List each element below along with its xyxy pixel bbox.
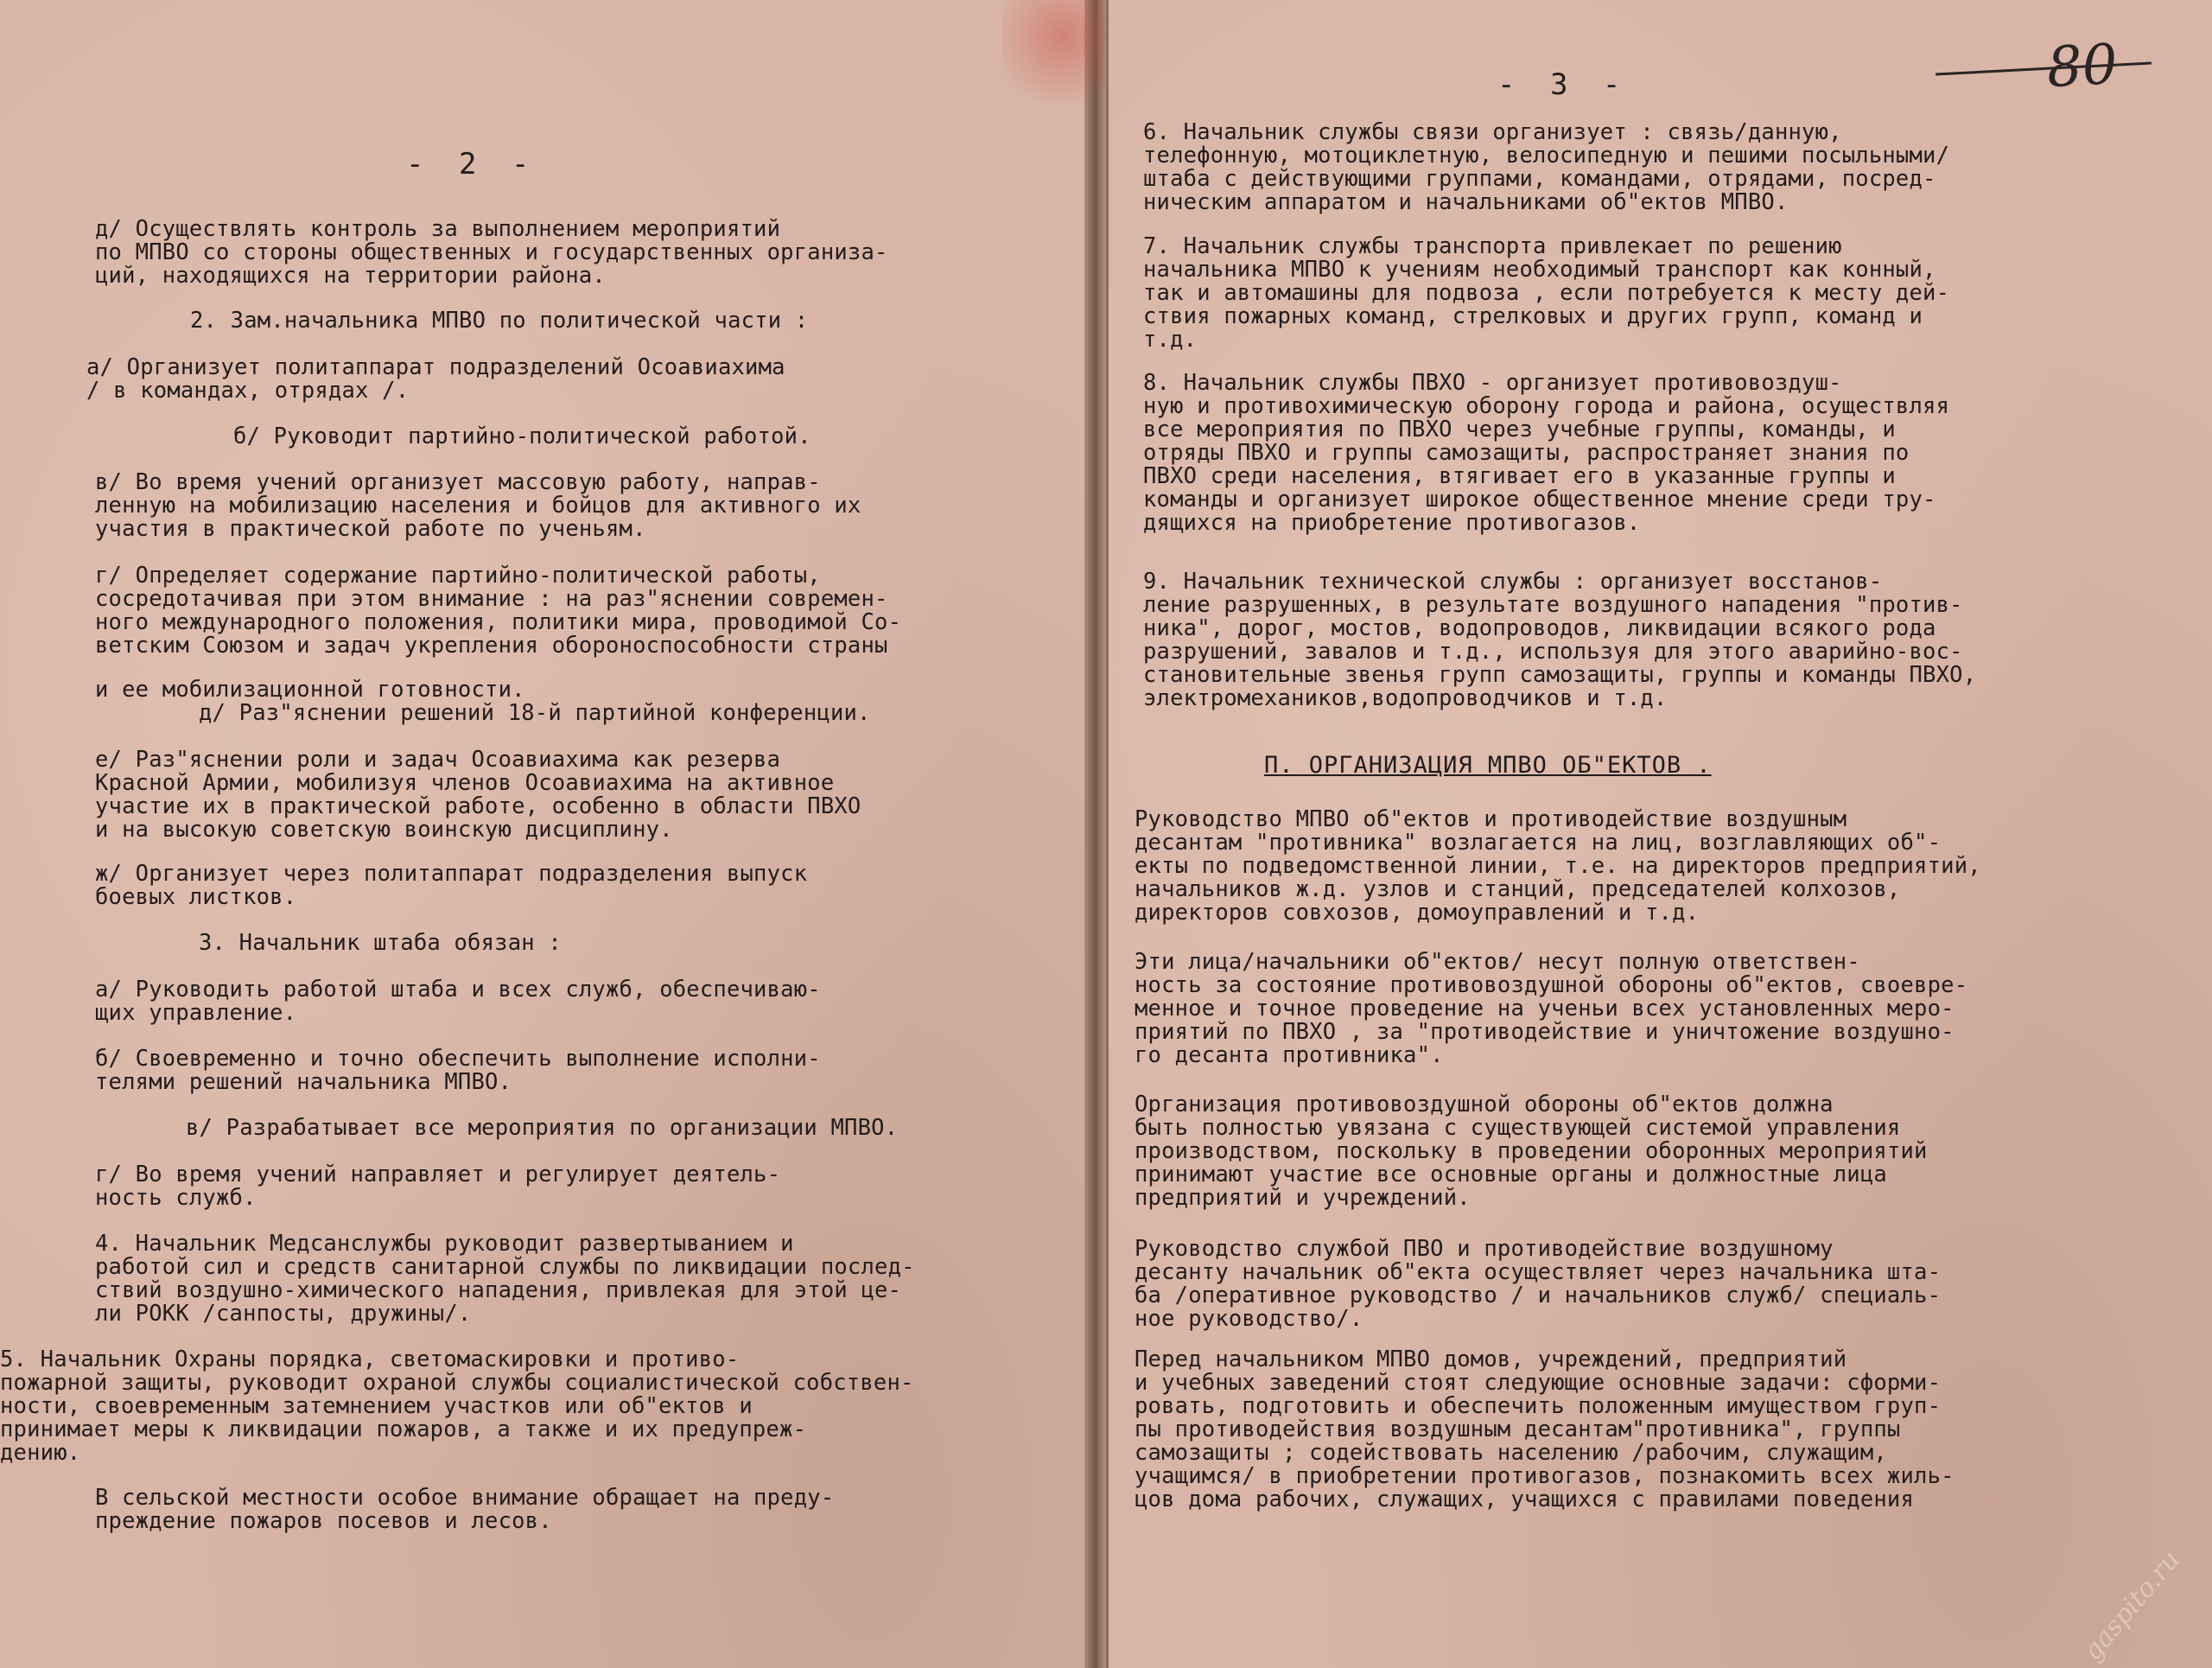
paragraph-technical: 9. Начальник технической службы : организует восстанов- ление разрушенных, в результате воздушного нападения "против- ника", дорог, мостов, водопроводов, ликвидации всякого рода разрушений, завалов и т.д., используя для этого аварийно-вос- становительные звенья групп самозащиты, группы и команды ПВХО, электромехаников,водопроводчиков и т.д. xyxy=(1143,569,1977,711)
paragraph-control: д/ Осуществлять контроль за выполнением мероприятий по МПВО со стороны общественных и государственных организа- ций, находящихся на территории района. xyxy=(95,216,888,289)
page-number: - 3 - xyxy=(1497,67,1630,102)
paragraph-deputy-g: г/ Определяет содержание партийно-политической работы, сосредотачивая при этом внимание : на раз"яснении современ- ного международного положения, политики мира, проводимой Со- ветским Союзом и задач укрепления обороноспособности страны xyxy=(95,563,902,659)
paragraph-deputy-d: д/ Раз"яснении решений 18-й партийной конференции. xyxy=(199,700,871,726)
paragraph-deputy-heading: 2. Зам.начальника МПВО по политической части : xyxy=(190,308,809,334)
paragraph-service-leadership: Руководство службой ПВО и противодействие воздушному десанту начальник об"екта осуществляет через начальника шта- ба /оперативное руководство / и начальников служб/ специаль- ное руководство/. xyxy=(1135,1236,1942,1332)
page-number: - 2 - xyxy=(406,147,538,181)
paragraph-deputy-a: а/ Организует политаппарат подразделений Осоавиахима / в командах, отрядах /. xyxy=(86,354,785,404)
right-page xyxy=(1106,0,2212,1668)
watermark: gaspito.ru xyxy=(2077,1544,2186,1667)
folio-underline xyxy=(1936,61,2152,75)
paragraph-object-leadership: Руководство МПВО об"ектов и противодействие воздушным десантам "противника" возлагается на лиц, возглавляющих об"- екты по подведомственной линии, т.е. на директоров предприятий, начальников ж.д. узлов и станций, председателей колхозов, директоров совхозов, домоуправлений и т.д. xyxy=(1135,806,1981,926)
paragraph-readiness: и ее мобилизационной готовности. xyxy=(95,677,525,703)
paragraph-deputy-b: б/ Руководит партийно-политической работой. xyxy=(233,423,811,449)
section-heading: П. ОРГАНИЗАЦИЯ МПВО ОБ"ЕКТОВ . xyxy=(1264,752,1712,779)
red-stain xyxy=(1002,0,1123,121)
paragraph-communications: 6. Начальник службы связи организует : связь/данную, телефонную, мотоциклетную, велосипедную и пешими посыльными/ штаба с действующими группами, командами, отрядами, посред- ническим аппаратом и начальниками об"ектов МПВО. xyxy=(1143,119,1950,215)
paragraph-transport: 7. Начальник службы транспорта привлекает по решению начальника МПВО к учениям необходимый транспорт как конный, так и автомашины для подвоза , если потребуется к месту дей- ствия пожарных команд, стрелковых и других групп, команд и т.д. xyxy=(1143,233,1950,353)
paragraph-staff-g: г/ Во время учений направляет и регулирует деятель- ность служб. xyxy=(95,1162,781,1211)
paragraph-tasks: Перед начальником МПВО домов, учреждений, предприятий и учебных заведений стоят следующие основные задачи: сформи- ровать, подготовить и обеспечить положенным имуществом груп- пы противодействия воздушным десантам"противника", группы самозащиты ; содействовать населению /рабочим, служащим, учащимся/ в приобретении противогазов, познакомить всех жиль- цов дома рабочих, служащих, учащихся с правилами поведения xyxy=(1135,1346,1955,1512)
paragraph-deputy-zh: ж/ Организует через политаппарат подразделения выпуск боевых листков. xyxy=(95,861,808,910)
folio-number: 80 xyxy=(2044,32,2119,101)
paragraph-rural: В сельской местности особое внимание обращает на преду- преждение пожаров посевов и лесов. xyxy=(95,1485,835,1534)
left-page xyxy=(0,0,1089,1668)
paragraph-organization: Организация противовоздушной обороны об"ектов должна быть полностью увязана с существующей системой управления производством, поскольку в проведении оборонных мероприятий принимают участие все основные органы и должностные лица предприятий и учреждений. xyxy=(1135,1092,1928,1211)
paragraph-deputy-v: в/ Во время учений организует массовую работу, направ- ленную на мобилизацию населения и бойцов для активного их участия в практической работе по ученьям. xyxy=(95,469,861,542)
paragraph-medical: 4. Начальник Медсанслужбы руководит развертыванием и работой сил и средств санитарной службы по ликвидации послед- ствий воздушно-химического нападения, привлекая для этой це- ли РОКК /санпосты, дружины/. xyxy=(95,1231,915,1327)
paragraph-chief-of-staff: 3. Начальник штаба обязан : xyxy=(199,930,562,956)
paragraph-staff-v: в/ Разрабатывает все мероприятия по организации МПВО. xyxy=(186,1115,899,1141)
paragraph-deputy-e: е/ Раз"яснении роли и задач Осоавиахима как резерва Красной Армии, мобилизуя членов Осоавиахима на активное участие их в практической работе, особенно в области ПВХО и на высокую советскую воинскую дисциплину. xyxy=(95,747,861,843)
paragraph-staff-a: а/ Руководить работой штаба и всех служб, обеспечиваю- щих управление. xyxy=(95,977,821,1026)
paragraph-staff-b: б/ Своевременно и точно обеспечить выполнение исполни- телями решений начальника МПВО. xyxy=(95,1046,821,1095)
paragraph-public-order: 5. Начальник Охраны порядка, светомаскировки и противо- пожарной защиты, руководит охраной службы социалистической собствен- ности, своевременным затемнением участков или об"ектов и принимает меры к ликвидации пожаров, а также и их предупреж- дению. xyxy=(0,1346,914,1466)
paragraph-responsible-persons: Эти лица/начальники об"ектов/ несут полную ответствен- ность за состояние противовоздушной обороны об"ектов, своевре- менное и точное проведение на ученьи всех установленных меро- приятий по ПВХО , за "противодействие и уничтожение воздушно- го десанта противника". xyxy=(1135,949,1968,1068)
paragraph-pvho: 8. Начальник службы ПВХО - организует противовоздуш- ную и противохимическую оборону города и района, осуществляя все мероприятия по ПВХО через учебные группы, команды, и отряды ПВХО и группы самозащиты, распространяет знания по ПВХО среди населения, втягивает его в указанные группы и команды и организует широкое общественное мнение среди тру- дящихся на приобретение противогазов. xyxy=(1143,370,1950,536)
